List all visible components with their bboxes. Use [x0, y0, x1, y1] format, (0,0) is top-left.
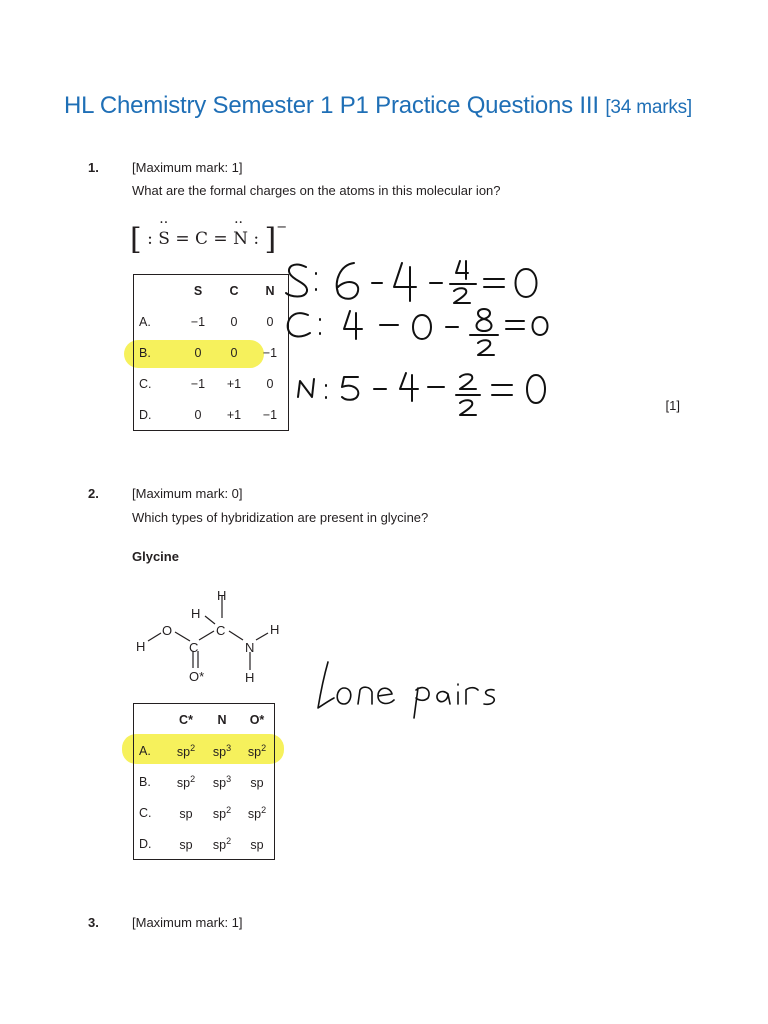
table-cell: $sp^2$ [247, 742, 267, 759]
ion-colon-right: : [253, 229, 260, 249]
table-cell: 0 [230, 345, 238, 360]
table-cell: −1 [262, 345, 278, 360]
option-label: A. [139, 314, 151, 329]
question-2-prompt: Which types of hybridization are present in glycine? [132, 510, 429, 525]
hw-eq-3 [492, 385, 512, 395]
question-1-max-mark: [Maximum mark: 1] [132, 160, 243, 175]
handwritten-lone-pairs [314, 656, 504, 722]
ion-carbon: C [194, 229, 208, 249]
hw-2d [460, 400, 476, 415]
ion-charge: − [276, 220, 288, 235]
question-3-number: 3. [88, 915, 99, 930]
table-cell: sp [179, 837, 193, 852]
table-row [134, 368, 289, 399]
table-cell: $sp^2$ [212, 804, 232, 821]
table-row [134, 797, 275, 828]
table-row [134, 828, 275, 860]
table-row [134, 766, 275, 797]
table-cell: −1 [190, 376, 206, 391]
table-row [134, 337, 289, 368]
hw-4a [394, 263, 416, 301]
table-cell: sp [250, 775, 264, 790]
option-label: C. [139, 376, 152, 391]
option-label: D. [139, 836, 152, 851]
ion-double-bond-1: = [175, 229, 190, 249]
ion-colon-left: : [147, 229, 153, 249]
option-label: C. [139, 805, 152, 820]
hw-4d [400, 373, 418, 401]
title-marks: [34 marks] [605, 97, 693, 118]
hw-2b [478, 340, 494, 355]
hw-n [298, 379, 314, 397]
atom-o: O [162, 623, 173, 638]
table-cell: 0 [266, 314, 274, 329]
atom-h: H [270, 622, 280, 637]
glycine-structure [128, 586, 298, 691]
table-cell: 0 [230, 314, 238, 329]
hw-6 [337, 263, 358, 299]
hw-0d [527, 375, 545, 403]
table-header: C* [179, 712, 193, 727]
question-2-number: 2. [88, 486, 99, 501]
table-cell: $sp^2$ [176, 773, 196, 790]
question-1-prompt: What are the formal charges on the atoms in this molecular ion? [132, 183, 501, 198]
hw-4b [456, 261, 468, 279]
table-header: C [229, 283, 239, 298]
table-header [134, 275, 181, 307]
hw-2a [454, 288, 470, 303]
question-3-max-mark: [Maximum mark: 1] [132, 915, 243, 930]
atom-h: H [136, 639, 146, 654]
atom-h: H [191, 606, 201, 621]
table-row [134, 306, 289, 337]
table-cell: $sp^3$ [212, 773, 232, 790]
hw-5 [342, 377, 358, 400]
atom-c: C [216, 623, 226, 638]
atom-o-star: O* [189, 669, 205, 684]
hw-c [288, 313, 310, 336]
option-label: B. [139, 345, 151, 360]
table-cell: 0 [266, 376, 274, 391]
table-cell: +1 [226, 407, 242, 422]
hw-4c [344, 311, 362, 339]
option-label: B. [139, 774, 151, 789]
table-header: S [193, 283, 203, 298]
ion-sulfur: ·· S [158, 229, 170, 249]
table-header [134, 704, 169, 736]
hw-8 [477, 309, 492, 331]
glycine-subheading: Glycine [132, 549, 179, 564]
hw-0b [413, 315, 431, 339]
question-2-max-mark: [Maximum mark: 0] [132, 486, 243, 501]
hw-s [286, 265, 307, 297]
table-cell: 0 [194, 407, 202, 422]
table-cell: sp [179, 806, 193, 821]
table-header: O* [249, 712, 265, 727]
table-cell: $sp^2$ [247, 804, 267, 821]
atom-c-star: C [189, 640, 199, 655]
table-cell: $sp^3$ [212, 742, 232, 759]
table-cell: 0 [194, 345, 202, 360]
question-1-number: 1. [88, 160, 99, 175]
right-bracket: ] [264, 222, 277, 257]
handwritten-working [280, 255, 570, 425]
question-1-mark-value: [1] [665, 398, 680, 413]
table-cell: −1 [190, 314, 206, 329]
ion-double-bond-2: = [213, 229, 228, 249]
hw-0a [516, 269, 537, 297]
hw-2c [460, 374, 476, 389]
table-header: N [217, 712, 227, 727]
question-1-options-table [133, 274, 289, 431]
table-row [134, 735, 275, 766]
title-main: HL Chemistry Semester 1 P1 Practice Questions III [64, 92, 599, 119]
table-cell: −1 [262, 407, 278, 422]
table-cell: +1 [226, 376, 242, 391]
table-cell: $sp^2$ [176, 742, 196, 759]
ion-nitrogen: ·· N [233, 229, 248, 249]
molecular-ion-formula [130, 222, 287, 257]
atom-h: H [217, 588, 227, 603]
table-cell: sp [250, 837, 264, 852]
table-cell: $sp^2$ [212, 835, 232, 852]
page-title [64, 92, 692, 120]
hw-0c [533, 317, 548, 335]
left-bracket: [ [130, 222, 142, 257]
table-header: N [265, 283, 275, 298]
question-2-options-table [133, 703, 275, 860]
atom-n: N [245, 640, 255, 655]
table-row [134, 399, 289, 431]
atom-h: H [245, 670, 255, 685]
option-label: A. [139, 743, 151, 758]
option-label: D. [139, 407, 152, 422]
hw-eq-2 [506, 321, 524, 329]
hw-eq-1 [484, 279, 504, 287]
